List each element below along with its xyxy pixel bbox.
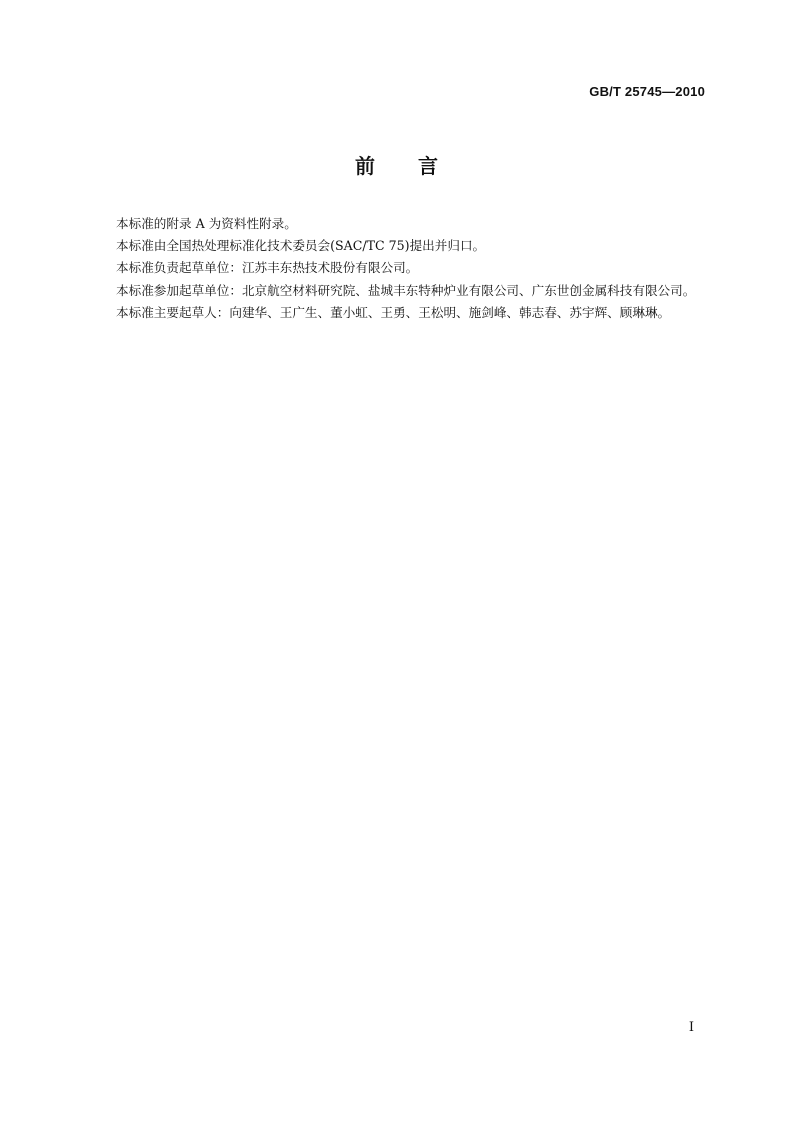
page-title <box>0 150 794 179</box>
page-number: I <box>688 1020 694 1035</box>
standard-code: GB/T 25745—2010 <box>589 84 705 99</box>
page-title-char-2: 言 <box>418 154 439 178</box>
preface-paragraph-responsible-drafter: 本标准负责起草单位：江苏丰东热技术股份有限公司。 <box>116 260 419 276</box>
preface-paragraph-proposer: 本标准由全国热处理标准化技术委员会(SAC/TC 75)提出并归口。 <box>116 238 486 254</box>
preface-paragraph-participating-drafters: 本标准参加起草单位：北京航空材料研究院、盐城丰东特种炉业有限公司、广东世创金属科技有限公司。 <box>116 282 696 298</box>
preface-paragraph-annex: 本标准的附录 A 为资料性附录。 <box>116 216 297 231</box>
preface-body <box>89 213 705 324</box>
page-title-char-1: 前 <box>355 154 376 178</box>
preface-paragraph-main-drafters: 本标准主要起草人：向建华、王广生、董小虹、王勇、王松明、施剑峰、韩志春、苏宇辉、顾琳琳。 <box>116 304 671 320</box>
